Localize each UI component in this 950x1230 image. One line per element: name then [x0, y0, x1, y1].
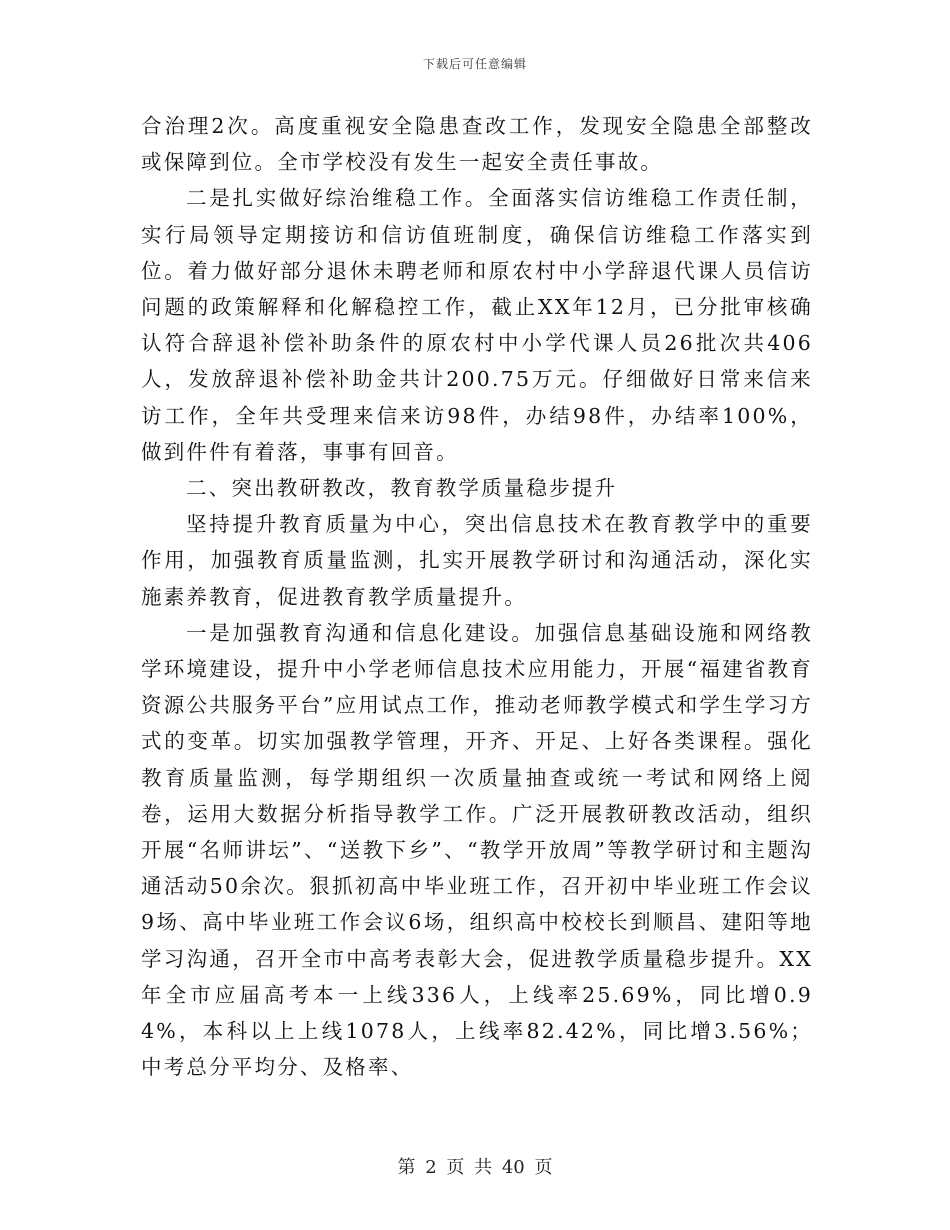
page-number: 第 2 页 共 40 页 — [397, 1157, 553, 1178]
paragraph-informatization: 一是加强教育沟通和信息化建设。加强信息基础设施和网络教学环境建设，提升中小学老师信息技术应用能力，开展“福建省教育资源公共服务平台”应用试点工作，推动老师教学模式和学生学习方式的变革。切实加强教学管理，开齐、开足、上好各类课程。强化教育质量监测，每学期组织一次质量抽查或统一考试和网络上阅卷，运用大数据分析指导教学工作。广泛开展教研教改活动，组织开展“名师讲坛”、“送教下乡”、“教学开放周”等教学研讨和主题沟通活动50余次。狠抓初高中毕业班工作，召开初中毕业班工作会议9场、高中毕业班工作会议6场，组织高中校校长到顺昌、建阳等地学习沟通，召开全市中高考表彰大会，促进教学质量稳步提升。XX年全市应届高考本一上线336人，上线率25.69%，同比增0.94%，本科以上上线1078人，上线率82.42%，同比增3.56%；中考总分平均分、及格率、 — [141, 620, 813, 1080]
header-note: 下载后可任意编辑 — [422, 57, 527, 71]
section-heading-teaching-quality: 二、突出教研教改，教育教学质量稳步提升 — [186, 476, 618, 501]
document-body — [141, 108, 813, 1085]
paragraph-stability-work: 二是扎实做好综治维稳工作。全面落实信访维稳工作责任制，实行局领导定期接访和信访值班制度，确保信访维稳工作落实到位。着力做好部分退休未聘老师和原农村中小学辞退代课人员信访问题的政策解释和化解稳控工作，截止XX年12月，已分批审核确认符合辞退补偿补助条件的原农村中小学代课人员26批次共406人，发放辞退补偿补助金共计200.75万元。仔细做好日常来信来访工作，全年共受理来信来访98件，办结98件，办结率100%，做到件件有着落，事事有回音。 — [141, 186, 813, 464]
paragraph-teaching-quality-intro: 坚持提升教育质量为中心，突出信息技术在教育教学中的重要作用，加强教育质量监测，扎实开展教学研讨和沟通活动，深化实施素养教育，促进教育教学质量提升。 — [141, 512, 813, 609]
paragraph-safety-continuation: 合治理2次。高度重视安全隐患查改工作，发现安全隐患全部整改或保障到位。全市学校没有发生一起安全责任事故。 — [141, 114, 813, 175]
